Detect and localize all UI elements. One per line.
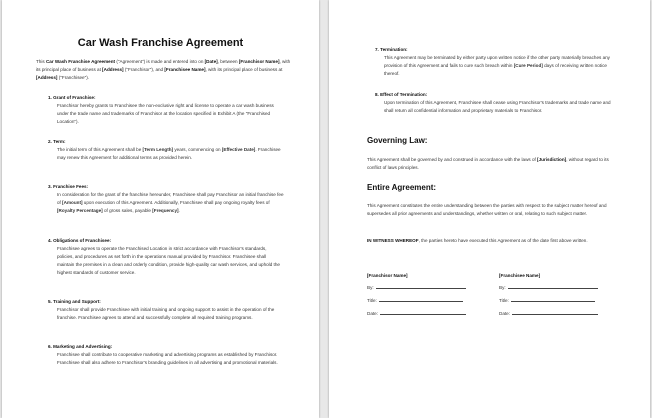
section-effect-of-termination: [375, 91, 620, 115]
section-marketing: [48, 343, 284, 367]
document-title: Car Wash Franchise Agreement: [77, 37, 244, 49]
section-body: Upon termination of this Agreement, Franchisee shall cease using Franchisor's trademarks and trade name and shall return all confidential information and proprietary materials to Franchisor.: [384, 99, 611, 113]
intro-text: ("Franchisee").: [57, 74, 90, 80]
intro-bold: Car Wash Franchise Agreement: [45, 59, 116, 64]
title-line[interactable]: [379, 296, 463, 302]
section-heading: 2. Term:: [48, 139, 66, 144]
intro-text: , between: [217, 59, 239, 64]
section-heading: 5. Training and Support:: [48, 299, 101, 304]
signature-line[interactable]: [508, 283, 598, 289]
section-obligations: [48, 237, 284, 277]
document-page-2: [329, 0, 650, 418]
franchisor-name-placeholder: [Franchisor Name]: [238, 59, 280, 64]
signature-line[interactable]: [376, 283, 466, 289]
franchisee-name-placeholder: [Franchisee Name]: [164, 66, 206, 72]
section-body: Franchisee shall contribute to cooperative marketing and advertising programs as established by Franchisor. Franchisee shall also adhere to Franchisor's branding guidelines in all advertising and promotional materials.: [57, 351, 278, 365]
section-termination: [375, 46, 620, 78]
amount-placeholder: [Amount]: [62, 199, 83, 205]
franchisee-signature-block: [499, 272, 619, 317]
witness-paragraph: IN WITNESS WHEREOF, the parties hereto have executed this Agreement as of the date first above written.: [367, 238, 588, 243]
section-franchise-fees: [48, 183, 284, 215]
franchisee-name-label: [Franchisee Name]: [499, 273, 541, 278]
title-line[interactable]: [511, 296, 595, 302]
section-body: Franchisor shall provide Franchisee with initial training and ongoing support to assist in the operation of the franchise. Franchisee agrees to attend and successfully complete all required training programs.: [57, 306, 275, 320]
section-body: This Agreement may be terminated by either party upon written notice if the other party materially breaches any provision of this Agreement and fails to cure such breach within [Cure Period] days of receiving written notice thereof.: [384, 54, 610, 76]
title-row: Title:: [499, 296, 619, 304]
frequency-placeholder: [Frequency]: [152, 207, 179, 213]
section-grant-of-franchise: [48, 94, 284, 126]
address-placeholder: [Address]: [36, 74, 58, 80]
governing-law-paragraph: This Agreement shall be governed by and construed in accordance with the laws of [Jurisdiction], without regard to its conflict of laws principles.: [367, 157, 609, 170]
entire-agreement-paragraph: This Agreement constitutes the entire understanding between the parties with respect to the subject matter hereof and supersedes all prior agreements and understandings, whether written or oral, relating to such subject matter.: [367, 203, 607, 216]
title-row: Title:: [367, 296, 487, 304]
date-row: Date:: [499, 309, 619, 317]
term-length-placeholder: [Term Length]: [142, 146, 174, 152]
cure-period-placeholder: [Cure Period]: [513, 62, 543, 68]
section-heading: 4. Obligations of Franchisee:: [48, 238, 112, 243]
date-row: Date:: [367, 309, 487, 317]
witness-bold: IN WITNESS WHEREOF: [367, 238, 419, 243]
franchisor-name-label: [Franchisor Name]: [367, 273, 408, 278]
date-placeholder: [Date]: [204, 59, 218, 64]
intro-text: , with its principal place of business at: [36, 59, 291, 72]
section-body: Franchisee agrees to operate the Franchised Location in strict accordance with Franchisor's standards, policies, and procedures as set forth in the operations manual provided by Franchisor. Franchisee shall maintain the premises in a clean and orderly condition, provide high-quality car wash services, and uphold the highest standards of customer service.: [57, 245, 280, 275]
section-heading: 6. Marketing and Advertising:: [48, 344, 113, 349]
section-body: The initial term of this Agreement shall be [Term Length] years, commencing on [Effective Date]. Franchisee may renew this Agreement for additional terms as provided herein.: [57, 146, 281, 160]
document-page-1: [2, 0, 319, 418]
section-heading: 3. Franchise Fees:: [48, 184, 89, 189]
section-training-support: [48, 298, 284, 322]
intro-text: This: [36, 59, 46, 64]
date-line[interactable]: [512, 309, 598, 315]
intro-text: , with its principal place of business at: [205, 66, 283, 72]
franchisor-signature-block: [367, 272, 487, 317]
effective-date-placeholder: [Effective Date]: [221, 146, 256, 152]
jurisdiction-placeholder: [Jurisdiction]: [537, 157, 567, 162]
intro-paragraph: [36, 58, 293, 82]
section-heading: 1. Grant of Franchise:: [48, 95, 96, 100]
entire-agreement-heading: Entire Agreement:: [367, 183, 437, 192]
intro-text: ("Franchisor"), and: [123, 66, 165, 72]
section-body: In consideration for the grant of the franchise hereunder, Franchisee shall pay Franchisor an initial franchise fee of [Amount] upon execution of this Agreement. Additionally, Franchisee shall pay ongoing royalty fees of [Royalty Percentage] of gross sales, payable [Frequency].: [57, 191, 284, 213]
section-body: Franchisor hereby grants to Franchisee the non-exclusive right and license to operate a car wash business under the trade name and trademarks of Franchisor at the location specified in Exhibit A (the "Franchised Location").: [57, 102, 274, 124]
by-row: By:: [367, 283, 487, 291]
governing-law-heading: Governing Law:: [367, 136, 428, 145]
intro-text: ("Agreement") is made and entered into on: [115, 59, 205, 64]
date-line[interactable]: [380, 309, 466, 315]
section-term: [48, 138, 284, 162]
by-row: By:: [499, 283, 619, 291]
section-heading: 7. Termination:: [375, 47, 408, 52]
section-heading: 8. Effect of Termination:: [375, 92, 428, 97]
royalty-placeholder: [Royalty Percentage]: [57, 207, 103, 213]
address-placeholder: [Address]: [102, 66, 124, 72]
